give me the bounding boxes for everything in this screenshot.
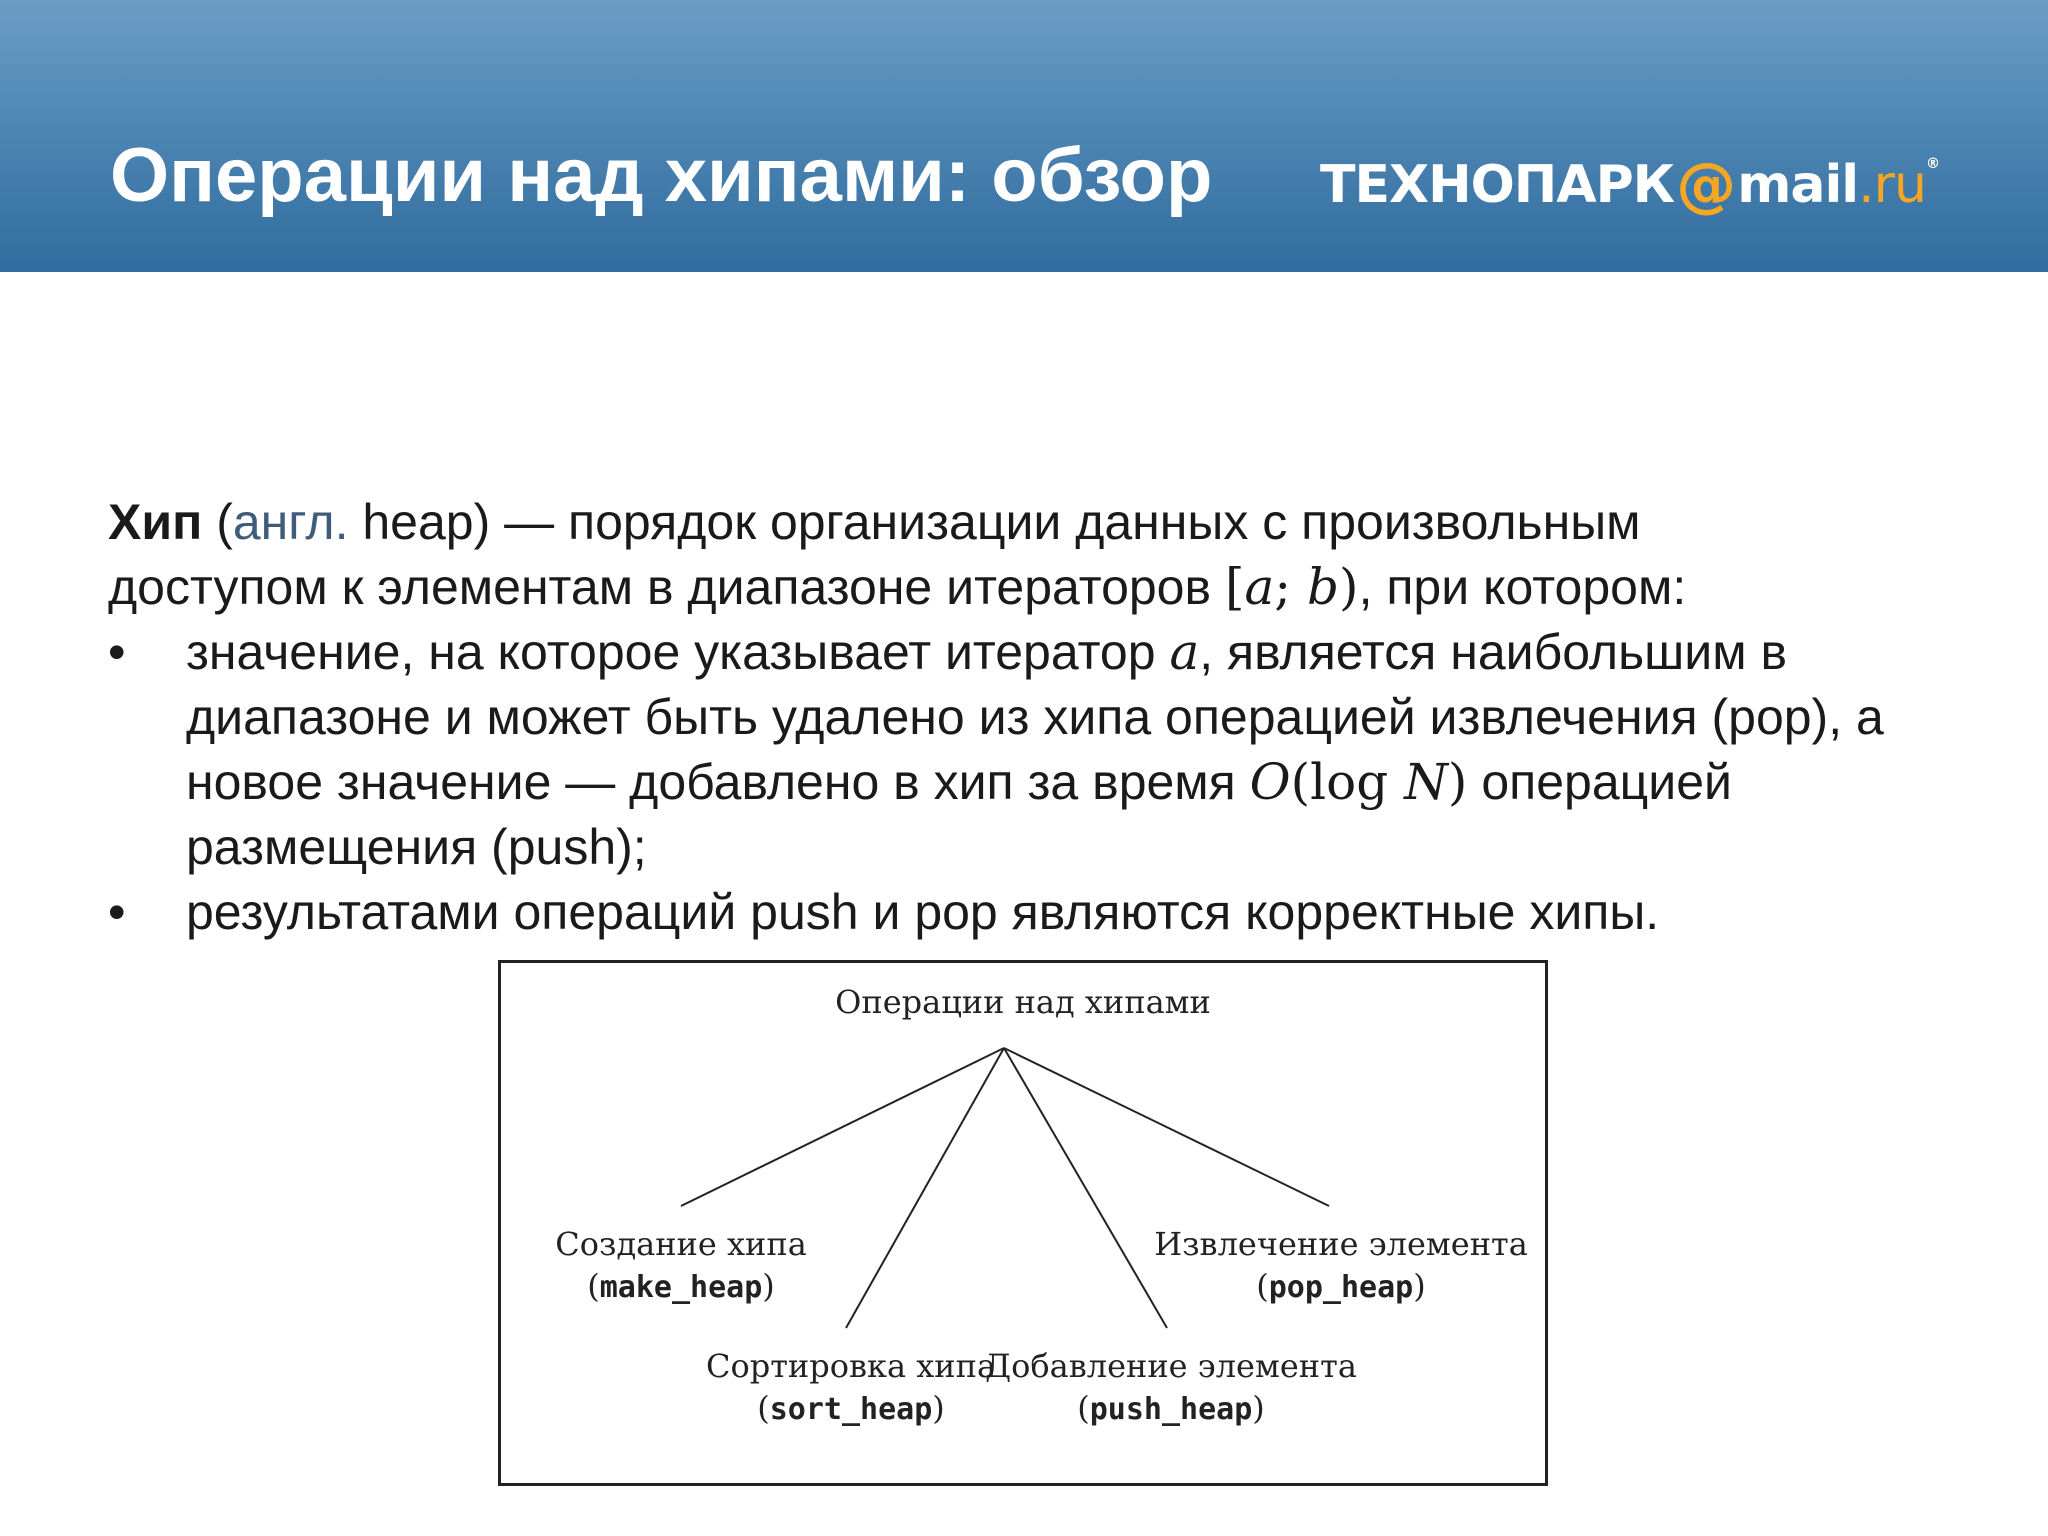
diagram-root-label: Операции над хипами [835, 983, 1211, 1021]
logo-ru: ru [1873, 155, 1926, 215]
definition-line2: доступом к элементам в диапазоне итераторов [108, 559, 1225, 615]
paren-open: ( [202, 494, 233, 550]
logo-brand: ТЕХНОПАРК [1320, 155, 1675, 215]
complexity-formula: O(log N) [1249, 753, 1468, 811]
logo-at-icon: @ [1676, 150, 1736, 220]
edge-make-heap [681, 1048, 1004, 1206]
node-pop-heap: Извлечение элемента (pop_heap) [1154, 1225, 1528, 1305]
slide-content [108, 490, 1988, 945]
logo-mail: mail [1737, 155, 1859, 215]
heap-operations-diagram [498, 960, 1548, 1486]
header-bar [0, 0, 2048, 272]
slide-title: Операции над хипами: обзор [110, 133, 1213, 218]
list-item: • значение, на которое указывает итератор a, является наибольшим в диапазоне и может быть удалено из хипа операцией извлечения (pop), а новое значение — добавлено в хип за время O(log N) операцией размещения (push); [108, 620, 1988, 880]
property-list [108, 620, 1988, 945]
bullet-marker: • [108, 624, 126, 680]
abbr-english: англ. [232, 494, 349, 550]
term-heap: Хип [108, 494, 203, 550]
edge-pop-heap [1004, 1048, 1329, 1206]
iterator-range: [a; b) [1224, 558, 1359, 616]
list-item: • результатами операций push и pop являются корректные хипы. [108, 880, 1988, 945]
technopark-mail-logo [1320, 150, 1939, 220]
node-make-heap: Создание хипа (make_heap) [555, 1225, 807, 1305]
bullet-marker: • [108, 884, 126, 940]
definition-line2-end: , при котором: [1358, 559, 1687, 615]
var-a: a [1169, 623, 1200, 681]
edge-sort-heap [846, 1048, 1004, 1328]
definition-line1: heap) — порядок организации данных с произвольным [348, 494, 1641, 550]
logo-registered-mark: ® [1925, 156, 1939, 172]
logo-dot: . [1858, 155, 1874, 215]
definition-paragraph [108, 490, 1988, 620]
node-push-heap: Добавление элемента (push_heap) [985, 1347, 1357, 1427]
node-sort-heap: Сортировка хипа (sort_heap) [705, 1347, 997, 1427]
